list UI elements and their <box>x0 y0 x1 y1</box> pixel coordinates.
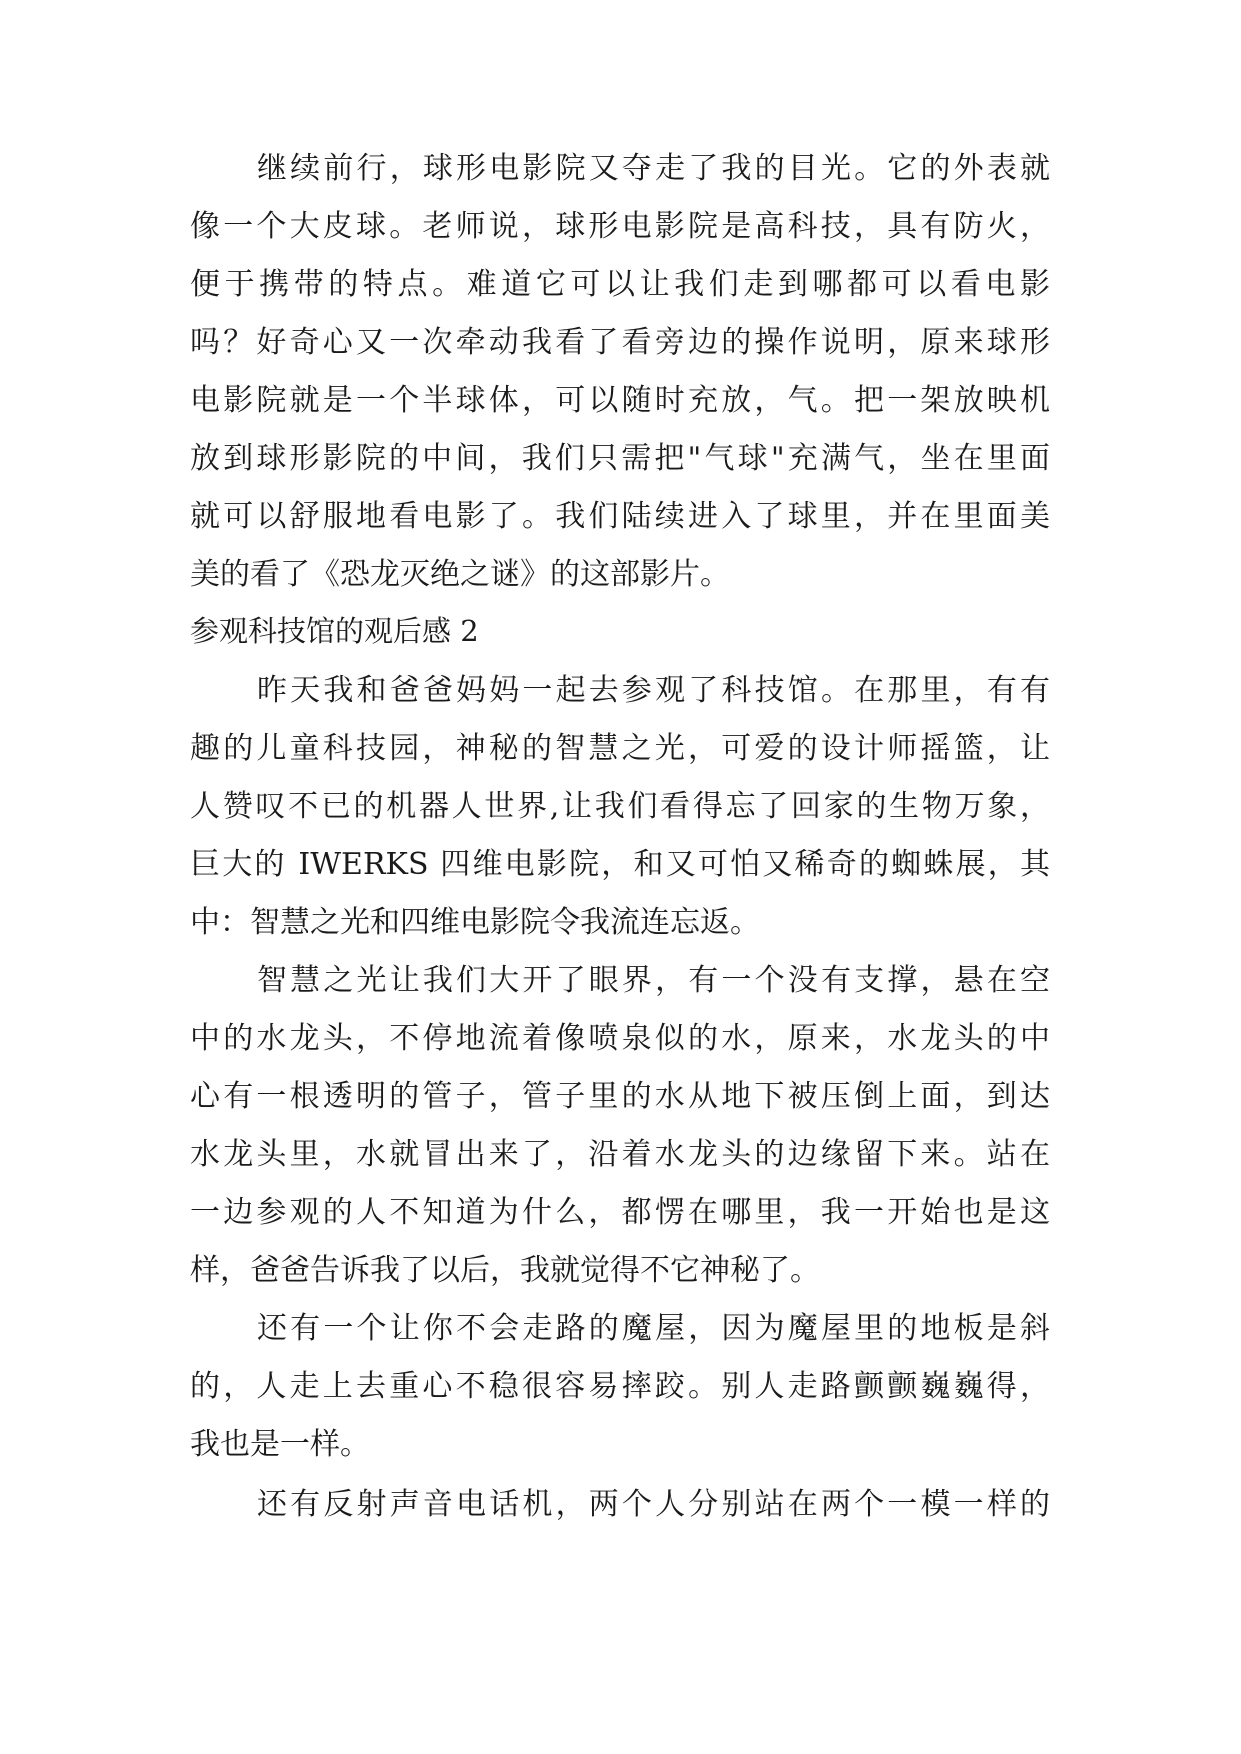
text-line: 还有反射声音电话机，两个人分别站在两个一模一样的 <box>257 1487 1050 1522</box>
text-line: 昨天我和爸爸妈妈一起去参观了科技馆。在那里，有有 <box>257 673 1050 708</box>
text-line: 中的水龙头，不停地流着像喷泉似的水，原来，水龙头的中 <box>190 1021 1050 1056</box>
text-line: 放到球形影院的中间，我们只需把"气球"充满气，坐在里面 <box>190 441 1050 476</box>
section-heading: 参观科技馆的观后感 2 <box>190 614 479 648</box>
text-line: 电影院就是一个半球体，可以随时充放，气。把一架放映机 <box>190 383 1050 418</box>
text-line: 便于携带的特点。难道它可以让我们走到哪都可以看电影 <box>190 267 1050 302</box>
text-line: 像一个大皮球。老师说，球形电影院是高科技，具有防火， <box>190 209 1050 244</box>
text-line: 就可以舒服地看电影了。我们陆续进入了球里，并在里面美 <box>190 499 1050 534</box>
text-line: 的，人走上去重心不稳很容易摔跤。别人走路颤颤巍巍得， <box>190 1369 1050 1404</box>
text-line: 智慧之光让我们大开了眼界，有一个没有支撑，悬在空 <box>257 963 1050 998</box>
text-line: 一边参观的人不知道为什么，都愣在哪里，我一开始也是这 <box>190 1195 1050 1230</box>
text-line: 心有一根透明的管子，管子里的水从地下被压倒上面，到达 <box>190 1079 1050 1114</box>
text-line: 美的看了《恐龙灭绝之谜》的这部影片。 <box>190 557 730 592</box>
text-line: 巨大的 IWERKS 四维电影院，和又可怕又稀奇的蜘蛛展，其 <box>190 847 1050 882</box>
text-line: 趣的儿童科技园，神秘的智慧之光，可爱的设计师摇篮，让 <box>190 731 1050 766</box>
text-line: 样，爸爸告诉我了以后，我就觉得不它神秘了。 <box>190 1253 820 1288</box>
text-line: 继续前行，球形电影院又夺走了我的目光。它的外表就 <box>257 151 1050 186</box>
text-line: 吗？好奇心又一次牵动我看了看旁边的操作说明，原来球形 <box>190 325 1050 360</box>
text-line: 我也是一样。 <box>190 1427 370 1462</box>
text-line: 水龙头里，水就冒出来了，沿着水龙头的边缘留下来。站在 <box>190 1137 1050 1172</box>
text-line: 人赞叹不已的机器人世界,让我们看得忘了回家的生物万象， <box>190 789 1050 824</box>
text-line: 中：智慧之光和四维电影院令我流连忘返。 <box>190 905 760 940</box>
text-line: 还有一个让你不会走路的魔屋，因为魔屋里的地板是斜 <box>257 1311 1050 1346</box>
